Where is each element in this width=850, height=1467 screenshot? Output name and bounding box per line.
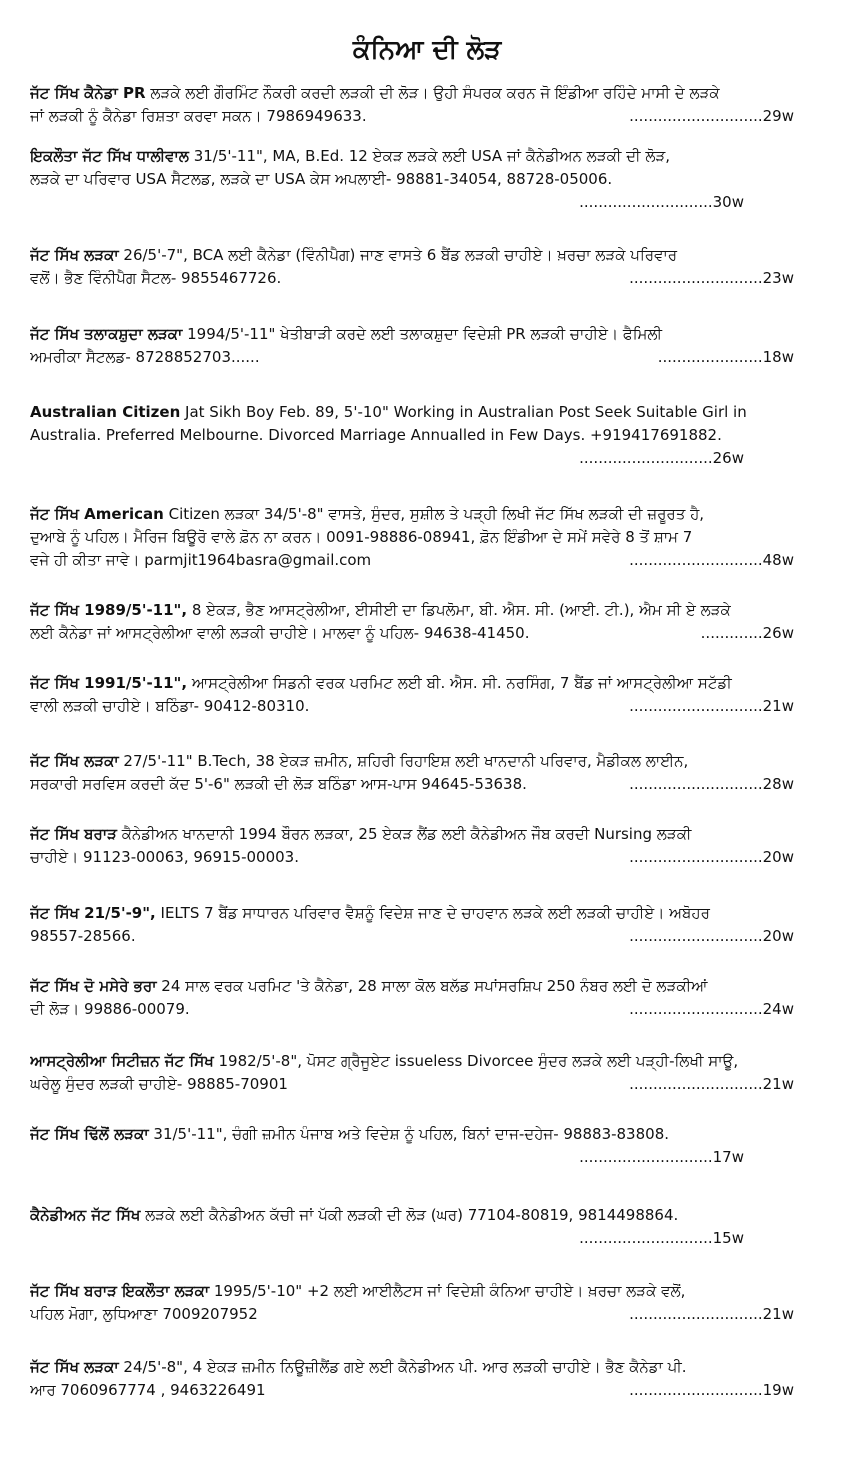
ad-text: ਆਸਟ੍ਰੇਲੀਆ ਸਿਡਨੀ ਵਰਕ ਪਰਮਿਟ ਲਈ ਬੀ. ਐਸ. ਸੀ. ਨਰਸਿੰਗ, 7 ਬੈਂਡ ਜਾਂ ਆਸਟ੍ਰੇਲੀਆ ਸਟੱਡੀ (187, 674, 732, 692)
ad-lead: ਜੱਟ ਸਿੱਖ ਤਲਾਕਸ਼ੁਦਾ ਲੜਕਾ (30, 325, 183, 343)
ad-code: ............................48w (629, 551, 794, 569)
ad-text: 98557-28566. (30, 927, 136, 945)
ad-text-line (30, 750, 824, 773)
ad-text: ਲੜਕੇ ਲਈ ਗੌਰਮਿੰਟ ਨੌਕਰੀ ਕਰਦੀ ਲੜਕੀ ਦੀ ਲੋੜ। ਉਹੀ ਸੰਪਰਕ ਕਰਨ ਜੋ ਇੰਡੀਆ ਰਹਿੰਦੇ ਮਾਸੀ ਦੇ ਲੜਕੇ (145, 84, 720, 102)
ad-code: ............................29w (629, 107, 794, 125)
ad-text-line (30, 1123, 824, 1146)
ad-code: .............26w (700, 624, 794, 642)
ad-code: ............................30w (579, 193, 744, 211)
ad-text-line (30, 401, 824, 424)
ad-text-line (30, 549, 824, 572)
ad-text: ਆਰ 7060967774 , 9463226491 (30, 1381, 266, 1399)
ad-text: IELTS 7 ਬੈਂਡ ਸਾਧਾਰਨ ਪਰਿਵਾਰ ਵੈਸ਼ਨੂੰ ਵਿਦੇਸ਼ ਜਾਣ ਦੇ ਚਾਹਵਾਨ ਲੜਕੇ ਲਈ ਲੜਕੀ ਚਾਹੀਏ। ਅਬੋਹਰ (155, 904, 710, 922)
ad-text-line (30, 975, 824, 998)
ad-text-line (30, 925, 824, 948)
ad-text: 1982/5'-8", ਪੋਸਟ ਗ੍ਰੈਜੂਏਟ issueless Divorcee ਸੁੰਦਰ ਲੜਕੇ ਲਈ ਪੜ੍ਹੀ-ਲਿਖੀ ਸਾਊ, (213, 1052, 739, 1070)
ad-text: ਸਰਕਾਰੀ ਸਰਵਿਸ ਕਰਦੀ ਕੱਦ 5'-6" ਲੜਕੀ ਦੀ ਲੋੜ ਬਠਿੰਡਾ ਆਸ-ਪਾਸ 94645-53638. (30, 775, 527, 793)
ad-code: ............................21w (629, 697, 794, 715)
ad-text: ਲੜਕੇ ਦਾ ਪਰਿਵਾਰ USA ਸੈਟਲਡ, ਲੜਕੇ ਦਾ USA ਕੇਸ ਅਪਲਾਈ- 98881-34054, 88728-05006. (30, 170, 613, 188)
classified-ad (30, 244, 824, 290)
ad-text-line (30, 1204, 824, 1227)
ad-text: ਕੈਨੇਡੀਅਨ ਖਾਨਦਾਨੀ 1994 ਬੌਰਨ ਲੜਕਾ, 25 ਏਕੜ ਲੈਂਡ ਲਈ ਕੈਨੇਡੀਅਨ ਜੌਬ ਕਰਦੀ Nursing ਲੜਕੀ (116, 825, 692, 843)
classified-ad (30, 503, 824, 572)
ad-code: ......................18w (657, 348, 794, 366)
ad-code: ............................17w (579, 1148, 744, 1166)
ad-code: ............................20w (629, 848, 794, 866)
ad-lead: ਜੱਟ ਸਿੱਖ 1989/5'-11", (30, 601, 188, 619)
classified-ad (30, 1356, 824, 1402)
ad-lead: ਜੱਟ ਸਿੱਖ 1991/5'-11", (30, 674, 188, 692)
ad-text: ਵਾਲੀ ਲੜਕੀ ਚਾਹੀਏ। ਬਠਿੰਡਾ- 90412-80310. (30, 697, 310, 715)
ad-text: 31/5'-11", ਚੰਗੀ ਜ਼ਮੀਨ ਪੰਜਾਬ ਅਤੇ ਵਿਦੇਸ਼ ਨੂੰ ਪਹਿਲ, ਬਿਨਾਂ ਦਾਜ-ਦਹੇਜ- 98883-83808. (148, 1125, 670, 1143)
ad-text-line (30, 846, 824, 869)
ad-lead: ਜੱਟ ਸਿੱਖ ਲੜਕਾ (30, 1358, 119, 1376)
classified-ad (30, 401, 824, 470)
ad-text-line (30, 346, 824, 369)
ad-text: ਦੀ ਲੋੜ। 99886-00079. (30, 1000, 190, 1018)
classified-ad (30, 750, 824, 796)
ad-text-line (30, 105, 824, 128)
ad-text-line (30, 823, 824, 846)
classified-ad (30, 823, 824, 869)
ad-text: 1994/5'-11" ਖੇਤੀਬਾੜੀ ਕਰਦੇ ਲਈ ਤਲਾਕਸ਼ੁਦਾ ਵਿਦੇਸ਼ੀ PR ਲੜਕੀ ਚਾਹੀਏ। ਫੈਮਿਲੀ (182, 325, 663, 343)
ad-code: ............................24w (629, 1000, 794, 1018)
ad-text: ਵਲੋਂ। ਭੈਣ ਵਿੰਨੀਪੈਗ ਸੈਟਲ- 9855467726. (30, 269, 282, 287)
ad-text: 26/5'-7", BCA ਲਈ ਕੈਨੇਡਾ (ਵਿੰਨੀਪੈਗ) ਜਾਣ ਵਾਸਤੇ 6 ਬੈਂਡ ਲੜਕੀ ਚਾਹੀਏ। ਖ਼ਰਚਾ ਲੜਕੇ ਪਰਿਵਾਰ (118, 246, 678, 264)
ad-text: 27/5'-11" B.Tech, 38 ਏਕੜ ਜ਼ਮੀਨ, ਸ਼ਹਿਰੀ ਰਿਹਾਇਸ਼ ਲਈ ਖਾਨਦਾਨੀ ਪਰਿਵਾਰ, ਮੈਡੀਕਲ ਲਾਈਨ, (118, 752, 689, 770)
ad-text-line (30, 773, 824, 796)
ad-lead: Australian Citizen (30, 403, 181, 421)
ad-text-line (30, 424, 824, 447)
classified-ad (30, 1204, 824, 1250)
classified-ad (30, 1050, 824, 1096)
ad-lead: ਜੱਟ ਸਿੱਖ American (30, 505, 164, 523)
ad-text: 8 ਏਕੜ, ਭੈਣ ਆਸਟ੍ਰੇਲੀਆ, ਈਸੀਈ ਦਾ ਡਿਪਲੋਮਾ, ਬੀ. ਐਸ. ਸੀ. (ਆਈ. ਟੀ.), ਐਮ ਸੀ ਏ ਲੜਕੇ (187, 601, 731, 619)
ad-text-line (30, 695, 824, 718)
ad-lead: ਜੱਟ ਸਿੱਖ 21/5'-9", (30, 904, 156, 922)
ad-lead: ਜੱਟ ਸਿੱਖ ਲੜਕਾ (30, 246, 119, 264)
ad-code: ............................15w (579, 1229, 744, 1247)
ad-code: ............................26w (579, 449, 744, 467)
ad-text: ਵਜੇ ਹੀ ਕੀਤਾ ਜਾਵੇ। parmjit1964basra@gmail.com (30, 551, 372, 569)
ad-text: ਪਹਿਲ ਮੋਗਾ, ਲੁਧਿਆਣਾ 7009207952 (30, 1305, 258, 1323)
classified-ad (30, 82, 824, 128)
ad-text: ਲੜਕੇ ਲਈ ਕੈਨੇਡੀਅਨ ਕੱਚੀ ਜਾਂ ਪੱਕੀ ਲੜਕੀ ਦੀ ਲੋੜ (ਘਰ) 77104-80819, 9814498864. (140, 1206, 679, 1224)
ad-lead: ਜੱਟ ਸਿੱਖ ਦੋ ਮਸੇਰੇ ਭਰਾ (30, 977, 157, 995)
ad-text-line (30, 323, 824, 346)
ad-text: ਦੁਆਬੇ ਨੂੰ ਪਹਿਲ। ਮੈਰਿਜ ਬਿਊਰੋ ਵਾਲੇ ਫ਼ੋਨ ਨਾ ਕਰਨ। 0091-98886-08941, ਫ਼ੋਨ ਇੰਡੀਆ ਦੇ ਸਮੇਂ ਸਵੇਰੇ 8 ਤੋਂ ਸ਼ਾਮ 7 (30, 528, 693, 546)
ad-text: ਘਰੇਲੂ ਸੁੰਦਰ ਲੜਕੀ ਚਾਹੀਏ- 98885-70901 (30, 1075, 288, 1093)
ad-text-line (30, 267, 824, 290)
ad-code: ............................19w (629, 1381, 794, 1399)
classified-ad (30, 672, 824, 718)
classified-ad (30, 599, 824, 645)
ad-text-line (30, 672, 824, 695)
ad-code: ............................21w (629, 1075, 794, 1093)
ad-text-line (30, 1050, 824, 1073)
classified-ad (30, 902, 824, 948)
ad-text: ਚਾਹੀਏ। 91123-00063, 96915-00003. (30, 848, 299, 866)
ad-text: Jat Sikh Boy Feb. 89, 5'-10" Working in Australian Post Seek Suitable Girl in (180, 403, 747, 421)
classified-ad (30, 1280, 824, 1326)
ad-text-line (30, 503, 824, 526)
classified-ad (30, 1123, 824, 1169)
ad-lead: ਆਸਟ੍ਰੇਲੀਆ ਸਿਟੀਜ਼ਨ ਜੱਟ ਸਿੱਖ (30, 1052, 214, 1070)
ad-text: 24 ਸਾਲ ਵਰਕ ਪਰਮਿਟ 'ਤੇ ਕੈਨੇਡਾ, 28 ਸਾਲਾ ਕੋਲ ਬਲੱਡ ਸਪਾਂਸਰਸ਼ਿਪ 250 ਨੰਬਰ ਲਈ ਦੋ ਲੜਕੀਆਂ (156, 977, 708, 995)
ad-text-line (30, 622, 824, 645)
ad-text-line (30, 1303, 824, 1326)
ad-text: 24/5'-8", 4 ਏਕੜ ਜ਼ਮੀਨ ਨਿਊਜ਼ੀਲੈਂਡ ਗਏ ਲਈ ਕੈਨੇਡੀਅਨ ਪੀ. ਆਰ ਲੜਕੀ ਚਾਹੀਏ। ਭੈਣ ਕੈਨੇਡਾ ਪੀ. (118, 1358, 687, 1376)
page-title: ਕੰਨਿਆ ਦੀ ਲੋੜ (352, 35, 502, 65)
ad-code: ............................28w (629, 775, 794, 793)
ad-text-line (30, 998, 824, 1021)
ad-text-line (30, 244, 824, 267)
ad-text-line (30, 1280, 824, 1303)
ad-text-line (30, 599, 824, 622)
ad-code: ............................20w (629, 927, 794, 945)
ad-text-line (30, 1356, 824, 1379)
ad-text-line (30, 1379, 824, 1402)
ad-text-line (30, 82, 824, 105)
ad-text: 31/5'-11", MA, B.Ed. 12 ਏਕੜ ਲੜਕੇ ਲਈ USA ਜਾਂ ਕੈਨੇਡੀਅਨ ਲੜਕੀ ਦੀ ਲੋੜ, (188, 147, 671, 165)
ad-text: ਲਈ ਕੈਨੇਡਾ ਜਾਂ ਆਸਟ੍ਰੇਲੀਆ ਵਾਲੀ ਲੜਕੀ ਚਾਹੀਏ। ਮਾਲਵਾ ਨੂੰ ਪਹਿਲ- 94638-41450. (30, 624, 530, 642)
ad-lead: ਕੈਨੇਡੀਅਨ ਜੱਟ ਸਿੱਖ (30, 1206, 141, 1224)
ad-code: ............................21w (629, 1305, 794, 1323)
ad-lead: ਇਕਲੌਤਾ ਜੱਟ ਸਿੱਖ ਧਾਲੀਵਾਲ (30, 147, 189, 165)
classified-ad (30, 323, 824, 369)
ad-text-line (30, 526, 824, 549)
ad-text: Australia. Preferred Melbourne. Divorced Marriage Annualled in Few Days. +919417691882. (30, 426, 722, 444)
ad-text-line (30, 168, 824, 191)
ad-text: ਜਾਂ ਲੜਕੀ ਨੂੰ ਕੈਨੇਡਾ ਰਿਸ਼ਤਾ ਕਰਵਾ ਸਕਨ। 7986949633. (30, 107, 367, 125)
ad-text: 1995/5'-10" +2 ਲਈ ਆਈਲੈਟਸ ਜਾਂ ਵਿਦੇਸ਼ੀ ਕੰਨਿਆ ਚਾਹੀਏ। ਖ਼ਰਚਾ ਲੜਕੇ ਵਲੋਂ, (209, 1282, 686, 1300)
ad-lead: ਜੱਟ ਸਿੱਖ ਢਿੱਲੋਂ ਲੜਕਾ (30, 1125, 149, 1143)
ad-lead: ਜੱਟ ਸਿੱਖ ਬਰਾੜ ਇਕਲੌਤਾ ਲੜਕਾ (30, 1282, 210, 1300)
ad-code: ............................23w (629, 269, 794, 287)
ad-lead: ਜੱਟ ਸਿੱਖ ਕੈਨੇਡਾ PR (30, 84, 146, 102)
ad-lead: ਜੱਟ ਸਿੱਖ ਬਰਾੜ (30, 825, 117, 843)
ad-lead: ਜੱਟ ਸਿੱਖ ਲੜਕਾ (30, 752, 119, 770)
classified-ad (30, 145, 824, 214)
ad-text: ਅਮਰੀਕਾ ਸੈਟਲਡ- 8728852703...... (30, 348, 260, 366)
ad-text-line (30, 902, 824, 925)
classified-ad (30, 975, 824, 1021)
ads-list (30, 82, 824, 1402)
ad-text-line (30, 1073, 824, 1096)
ad-text: Citizen ਲੜਕਾ 34/5'-8" ਵਾਸਤੇ, ਸੁੰਦਰ, ਸੁਸ਼ੀਲ ਤੇ ਪੜ੍ਹੀ ਲਿਖੀ ਜੱਟ ਸਿੱਖ ਲੜਕੀ ਦੀ ਜ਼ਰੂਰਤ ਹੈ, (163, 505, 705, 523)
ad-text-line (30, 145, 824, 168)
